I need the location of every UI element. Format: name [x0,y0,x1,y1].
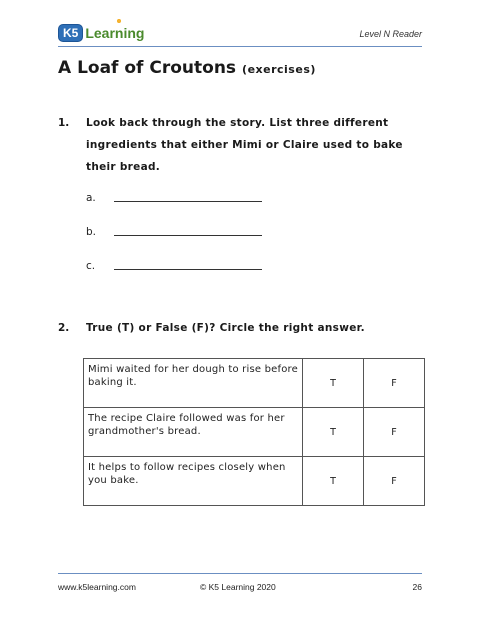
logo-word: Learning [85,25,144,41]
answer-blank-c[interactable] [114,268,262,270]
answer-blank-b[interactable] [114,234,262,236]
star-icon [115,17,123,25]
statement-2: The recipe Claire followed was for her grandmother's bread. [84,408,303,457]
page-title [58,58,316,78]
option-true-2[interactable]: T [303,408,364,457]
logo-badge: K5 [58,24,83,42]
footer-divider [58,573,422,574]
question-1-number: 1. [58,117,70,129]
table-row [84,457,425,506]
question-1-text: Look back through the story. List three different ingredients that either Mimi or Claire used to bake their bread. [86,117,403,173]
level-label: Level N Reader [359,29,422,39]
footer-website[interactable]: www.k5learning.com [58,582,136,592]
option-false-1[interactable]: F [364,359,425,408]
statement-1: Mimi waited for her dough to rise before baking it. [84,359,303,408]
footer-page-number: 26 [412,582,422,592]
header-divider [58,46,422,47]
answer-line-b[interactable] [86,224,262,238]
true-false-table [83,358,425,506]
answer-line-a[interactable] [86,190,262,204]
option-false-3[interactable]: F [364,457,425,506]
statement-3: It helps to follow recipes closely when you bake. [84,457,303,506]
option-true-3[interactable]: T [303,457,364,506]
option-false-2[interactable]: F [364,408,425,457]
title-main: A Loaf of Croutons [58,58,237,78]
answer-line-c[interactable] [86,258,262,272]
question-2-text: True (T) or False (F)? Circle the right answer. [86,322,365,334]
footer-copyright: © K5 Learning 2020 [200,582,276,592]
answer-blank-a[interactable] [114,200,262,202]
answer-label-c: c. [86,260,96,272]
question-2-number: 2. [58,322,70,334]
k5-learning-logo [58,23,144,43]
title-sub: (exercises) [242,63,316,76]
answer-label-b: b. [86,226,97,238]
table-row [84,408,425,457]
option-true-1[interactable]: T [303,359,364,408]
answer-label-a: a. [86,192,96,204]
table-row [84,359,425,408]
